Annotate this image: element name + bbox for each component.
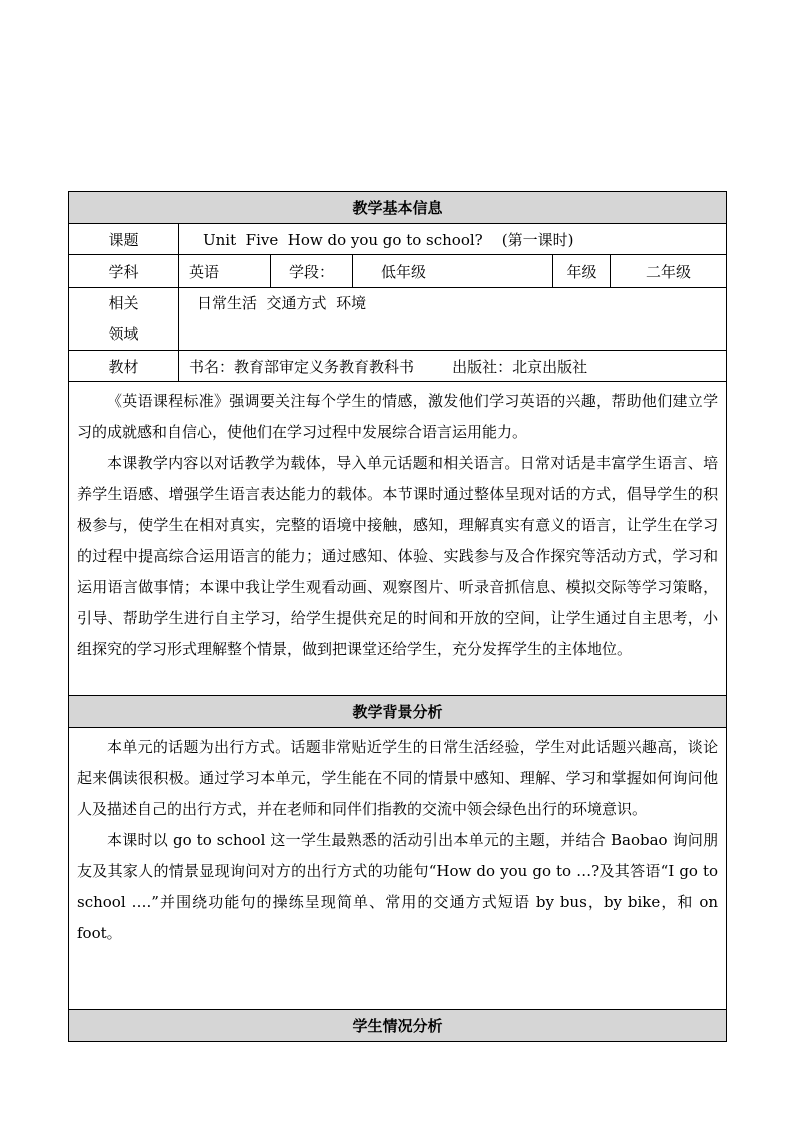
lesson-plan-table (68, 191, 727, 1042)
subject-value: 英语 (179, 255, 271, 288)
intro-paragraph: 《英语课程标准》强调要关注每个学生的情感，激发他们学习英语的兴趣，帮助他们建立学习的成就感和自信心，使他们在学习过程中发展综合语言运用能力。 (77, 392, 719, 441)
background-section (69, 728, 727, 1010)
textbook-label: 教材 (69, 351, 179, 382)
stage-label: 学段： (271, 255, 353, 288)
section-header-background: 教学背景分析 (69, 696, 727, 728)
section-header-basic-info: 教学基本信息 (69, 192, 727, 224)
stage-value: 低年级 (353, 255, 553, 288)
textbook-value: 书名：教育部审定义务教育教科书 出版社：北京出版社 (179, 351, 727, 382)
background-paragraph: 本课时以 go to school 这一学生最熟悉的活动引出本单元的主题，并结合 Baobao 询问朋友及其家人的情景显现询问对方的出行方式的功能句“How do you go to …?及其答语“I go to school ….”并围绕功能句的操练呈现简单、常用的交通方式短语 by bus，by bike，和 on foot。 (77, 831, 719, 942)
field-label-line-2: 领域 (108, 325, 139, 343)
intro-section (69, 382, 727, 696)
field-value: 日常生活 交通方式 环境 (179, 288, 727, 351)
grade-value: 二年级 (611, 255, 727, 288)
topic-label: 课题 (69, 224, 179, 255)
intro-paragraph: 本课教学内容以对话教学为载体，导入单元话题和相关语言。日常对话是丰富学生语言、培养学生语感、增强学生语言表达能力的载体。本节课时通过整体呈现对话的方式，倡导学生的积极参与，使学生在相对真实，完整的语境中接触，感知，理解真实有意义的语言，让学生在学习的过程中提高综合运用语言的能力；通过感知、体验、实践参与及合作探究等活动方式，学习和运用语言做事情；本课中我让学生观看动画、观察图片、听录音抓信息、模拟交际等学习策略，引导、帮助学生进行自主学习，给学生提供充足的时间和开放的空间，让学生通过自主思考，小组探究的学习形式理解整个情景，做到把课堂还给学生，充分发挥学生的主体地位。 (77, 454, 719, 658)
subject-label: 学科 (69, 255, 179, 288)
section-header-students: 学生情况分析 (69, 1010, 727, 1042)
field-label (69, 288, 179, 351)
background-paragraph: 本单元的话题为出行方式。话题非常贴近学生的日常生活经验，学生对此话题兴趣高，谈论起来偶读很积极。通过学习本单元，学生能在不同的情景中感知、理解、学习和掌握如何询问他人及描述自己的出行方式，并在老师和同伴们指教的交流中领会绿色出行的环境意识。 (77, 738, 719, 818)
field-label-line-1: 相关 (108, 294, 139, 312)
topic-value: Unit Five How do you go to school? (第一课时) (179, 224, 727, 255)
grade-label: 年级 (553, 255, 611, 288)
